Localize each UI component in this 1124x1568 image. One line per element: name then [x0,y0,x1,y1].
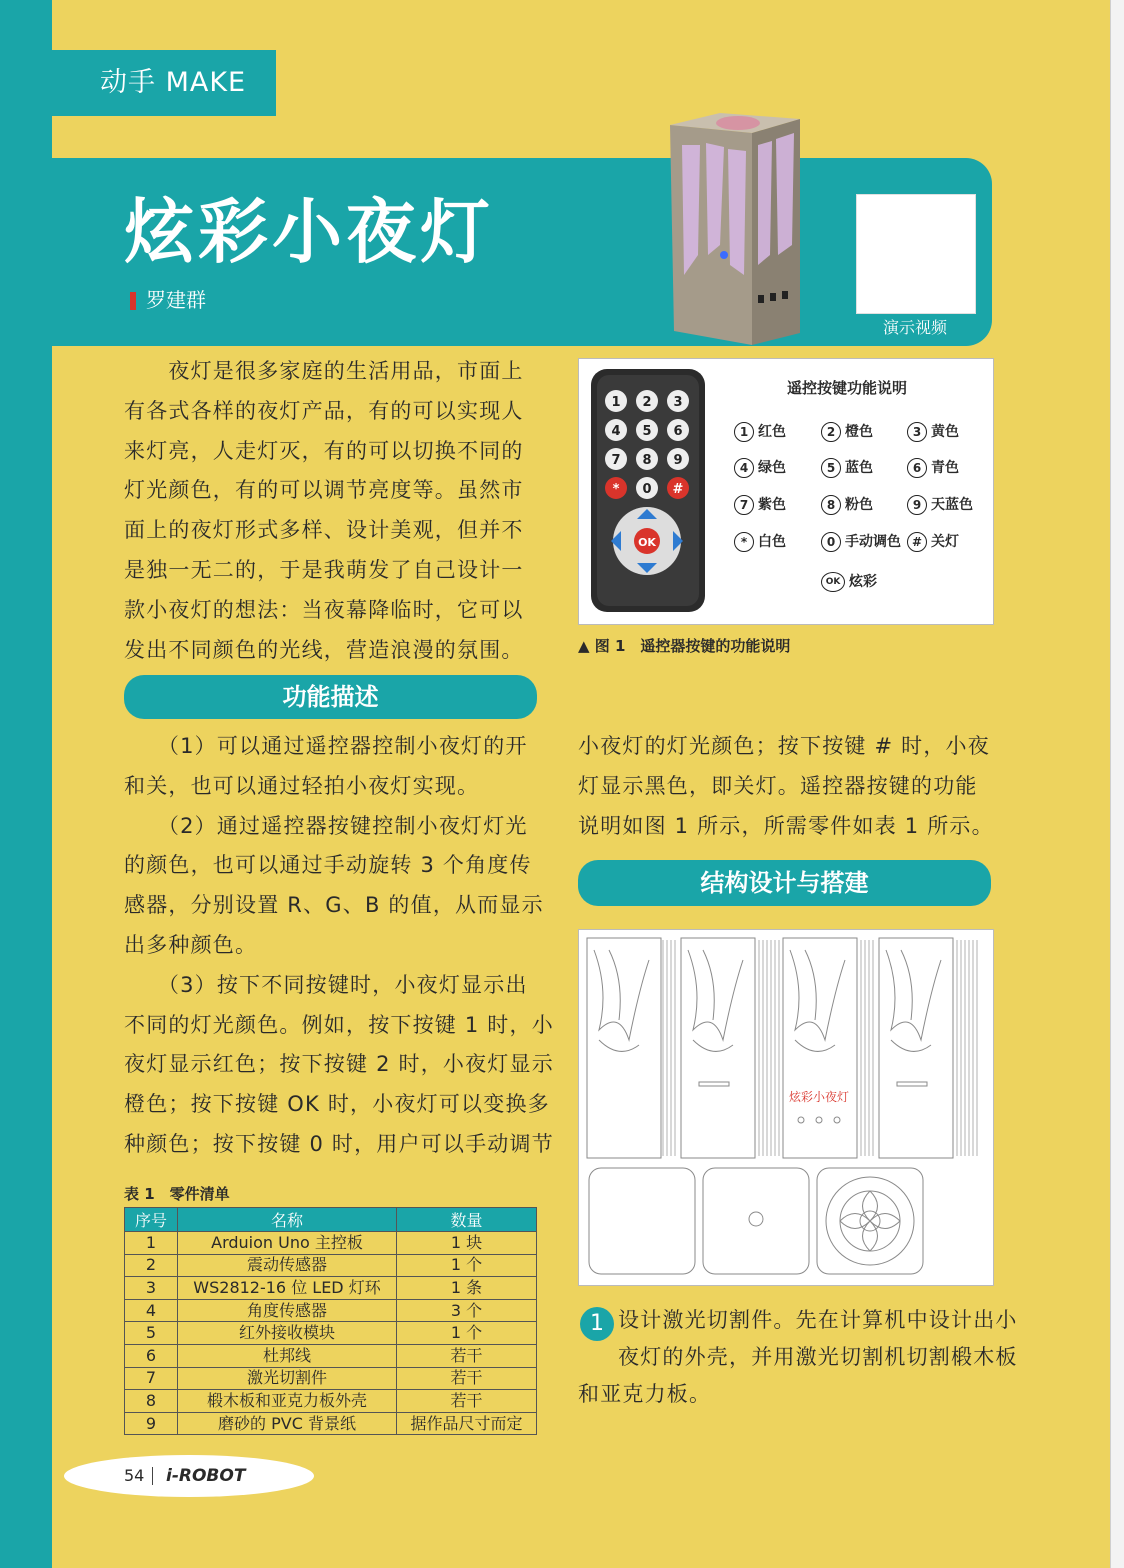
text-line: 灯光颜色，有的可以调节亮度等。虽然市 [124,478,524,503]
panel-text: 炫彩小夜灯 [788,1090,850,1104]
text-line: 来灯亮，人走灯灭，有的可以切换不同的 [124,438,524,463]
table-header-row [125,1208,537,1232]
remote-key-8-label: 8 [642,453,652,468]
text-line: 说明如图 1 所示，所需零件如表 1 所示。 [578,813,994,838]
table-row: 5 红外接收模块 1 个 [125,1322,537,1345]
legend-item: 2 橙色 [821,421,873,443]
intro-paragraph [124,352,524,670]
text-line: 橙色；按下按键 OK 时，小夜灯可以变换多 [124,1092,550,1117]
qr-code[interactable] [856,194,976,314]
table-row: 1 Arduion Uno 主控板 1 块 [125,1232,537,1255]
legend-item: 7 紫色 [734,494,786,516]
legend-item: 8 粉色 [821,494,873,516]
table-row: 2 震动传感器 1 个 [125,1254,537,1277]
table-row: 3 WS2812-16 位 LED 灯环 1 条 [125,1277,537,1300]
figure1-caption: ▲ 图 1 遥控器按键的功能说明 [578,637,791,655]
text-line: （3）按下不同按键时，小夜灯显示出 [124,972,528,997]
author-name: 罗建群 [146,288,206,312]
night-lamp-photo [660,105,810,350]
text-line: 和亚克力板。 [578,1382,712,1406]
remote-control-image [591,369,705,612]
text-line: 夜灯显示红色；按下按键 2 时，小夜灯显示 [124,1052,554,1077]
text-line: 发出不同颜色的光线，营造浪漫的氛围。 [124,637,524,662]
legend-item: 3 黄色 [907,421,959,443]
remote-key-ok-label: OK [638,536,656,549]
text-line: 设计激光切割件。先在计算机中设计出小 [618,1308,1018,1332]
step1-paragraph [578,1302,1018,1413]
remote-key-5-label: 5 [642,424,652,439]
text-line: 感器，分别设置 R、G、B 的值，从而显示 [124,893,544,918]
table-header: 数量 [397,1208,537,1232]
laser-cut-figure [578,929,994,1286]
table-row: 7 激光切割件 若干 [125,1367,537,1390]
text-line: 灯显示黑色，即关灯。遥控器按键的功能 [578,773,978,798]
right-paragraph [578,727,994,846]
remote-key-1-label: 1 [611,395,621,410]
legend-item: * 白色 [734,531,786,553]
page-number: 54 [124,1466,145,1485]
heading-structure: 结构设计与搭建 [578,860,991,906]
remote-key-hash-label: # [672,482,684,497]
remote-key-6-label: 6 [673,424,683,439]
table-row: 6 杜邦线 若干 [125,1344,537,1367]
author-marker [130,292,136,310]
legend-item: 9 天蓝色 [907,494,973,516]
magazine-logo: i-ROBOT [166,1466,246,1486]
text-line: 款小夜灯的想法：当夜幕降临时，它可以 [124,597,524,622]
text-line: 是独一无二的，于是我萌发了自己设计一 [124,557,524,582]
legend-item: OK 炫彩 [821,571,877,593]
remote-key-9-label: 9 [673,453,683,468]
page-edge [1110,0,1124,1568]
legend-item: 4 绿色 [734,457,786,479]
legend-item: 6 青色 [907,457,959,479]
text-line: 出多种颜色。 [124,932,258,957]
section-tab: 动手 MAKE [0,50,276,116]
remote-key-3-label: 3 [673,395,683,410]
text-line: 和关，也可以通过轻拍小夜灯实现。 [124,773,480,798]
legend-title: 遥控按键功能说明 [786,379,907,397]
heading-features: 功能描述 [124,675,537,719]
step-number-badge: 1 [580,1307,614,1341]
text-line: 小夜灯的灯光颜色；按下按键 # 时，小夜 [578,734,990,758]
table-row: 4 角度传感器 3 个 [125,1299,537,1322]
footer-divider [152,1467,153,1485]
text-line: 的颜色，也可以通过手动旋转 3 个角度传 [124,853,532,878]
article-title: 炫彩小夜灯 [124,191,494,273]
table-row: 8 椴木板和亚克力板外壳 若干 [125,1390,537,1413]
text-line: （1）可以通过遥控器控制小夜灯的开 [124,734,528,758]
table-row: 9 磨砂的 PVC 背景纸 据作品尺寸而定 [125,1412,537,1435]
remote-key-2-label: 2 [642,395,652,410]
figure-remote [578,358,994,625]
text-line: 夜灯是很多家庭的生活用品，市面上 [124,359,524,383]
legend-item: 1 红色 [734,421,786,443]
text-line: 面上的夜灯形式多样、设计美观，但并不 [124,518,524,543]
parts-table [124,1207,537,1435]
qr-label: 演示视频 [882,318,947,337]
table-caption: 表 1 零件清单 [124,1185,230,1203]
legend-item: 0 手动调色 [821,531,901,553]
text-line: 种颜色；按下按键 0 时，用户可以手动调节 [124,1131,554,1156]
left-color-strip [0,0,52,1568]
text-line: 不同的灯光颜色。例如，按下按键 1 时，小 [124,1012,554,1037]
text-line: 有各式各样的夜灯产品，有的可以实现人 [124,398,524,423]
features-paragraph [124,727,554,1165]
text-line: （2）通过遥控器按键控制小夜灯灯光 [124,813,528,838]
table-header: 名称 [178,1208,397,1232]
remote-key-0-label: 0 [642,482,652,497]
table-header: 序号 [125,1208,178,1232]
remote-key-4-label: 4 [611,424,621,439]
remote-key-7-label: 7 [611,453,621,468]
text-line: 夜灯的外壳，并用激光切割机切割椴木板 [618,1345,1018,1369]
remote-key-star-label: * [612,482,620,497]
legend-item: 5 蓝色 [821,457,873,479]
top-margin [0,0,1110,18]
legend-item: # 关灯 [907,531,959,553]
